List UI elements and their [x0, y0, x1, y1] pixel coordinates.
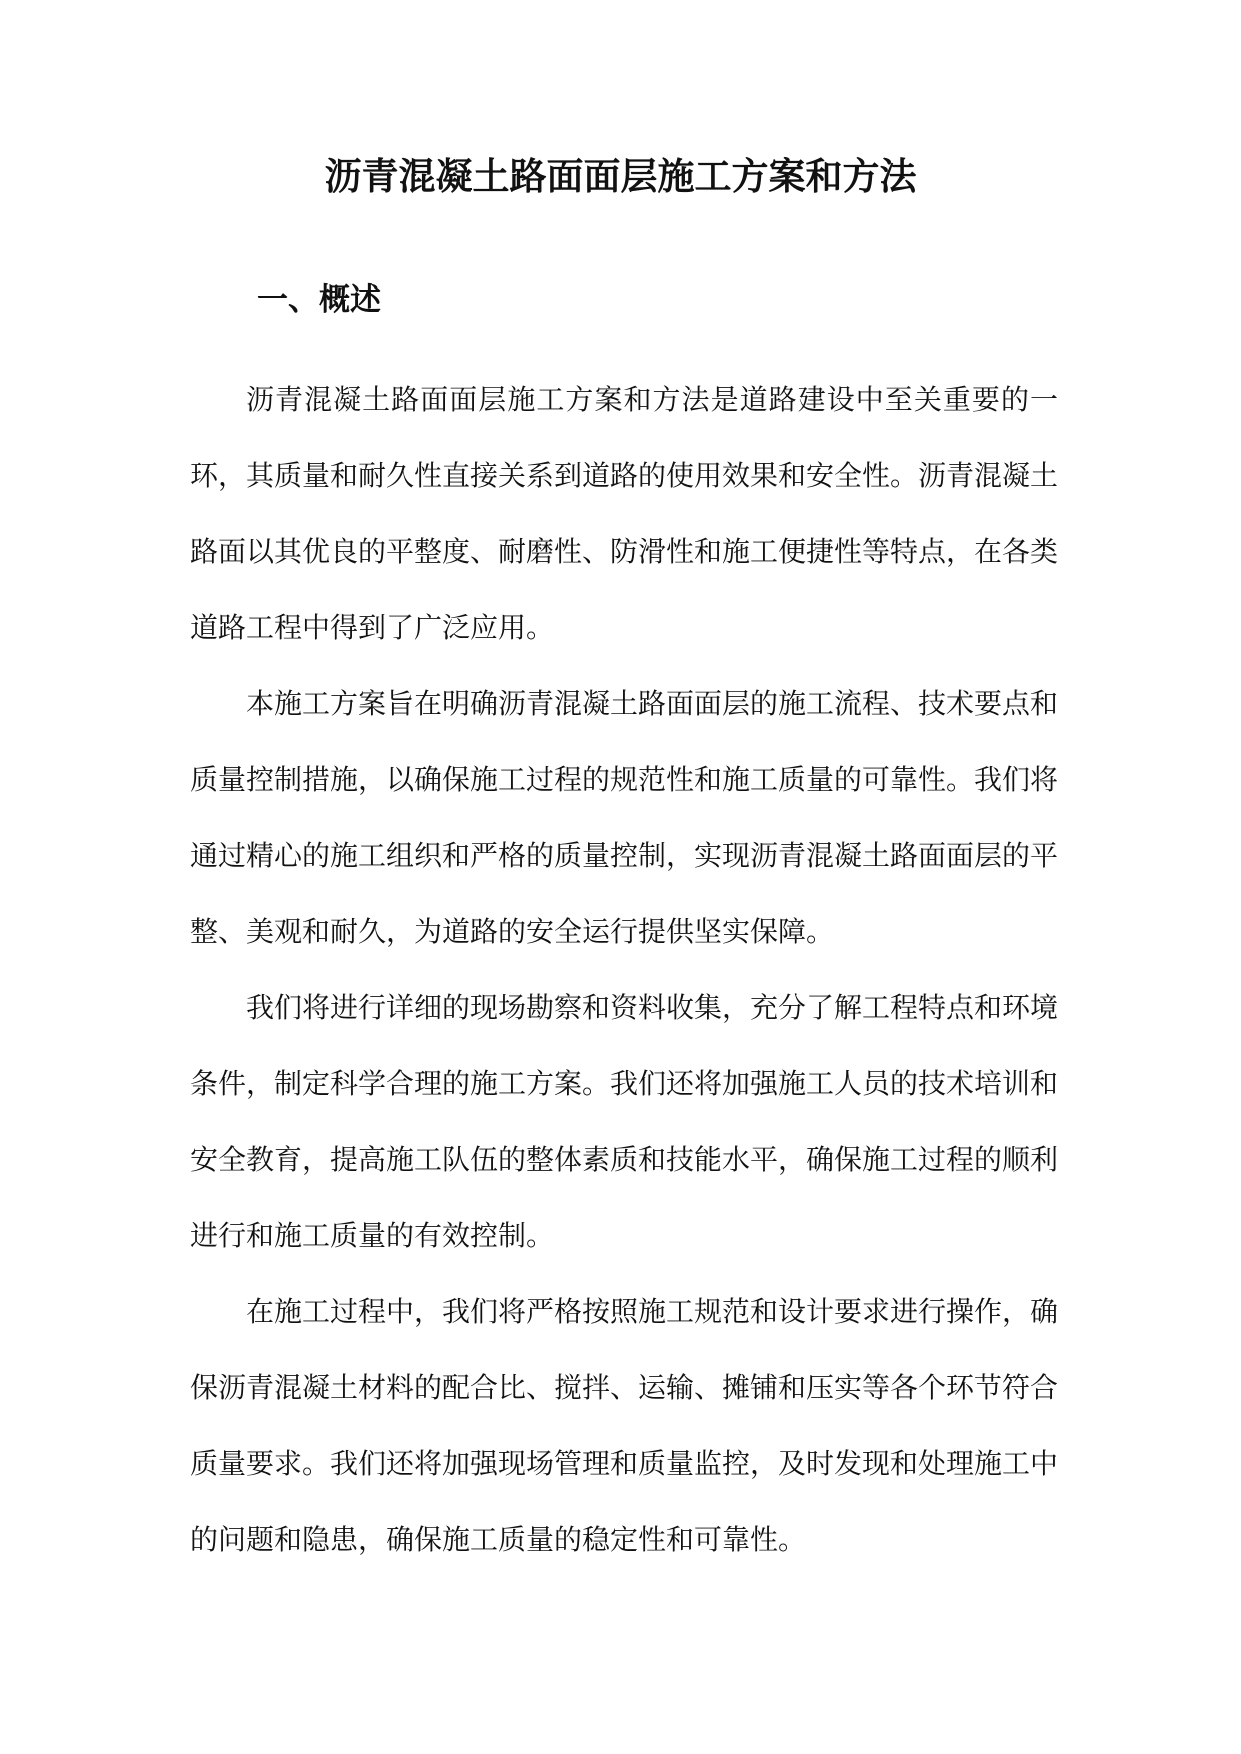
document-title: 沥青混凝土路面面层施工方案和方法 — [324, 154, 917, 198]
paragraph-1: 沥青混凝土路面面层施工方案和方法是道路建设中至关重要的一环，其质量和耐久性直接关系到道路的使用效果和安全性。沥青混凝土路面以其优良的平整度、耐磨性、防滑性和施工便捷性等特点，在各类道路工程中得到了广泛应用。 — [190, 383, 1059, 644]
document-body — [190, 362, 1058, 1578]
paragraph-3: 我们将进行详细的现场勘察和资料收集，充分了解工程特点和环境条件，制定科学合理的施工方案。我们还将加强施工人员的技术培训和安全教育，提高施工队伍的整体素质和技能水平，确保施工过程的顺利进行和施工质量的有效控制。 — [190, 991, 1059, 1252]
paragraph-4: 在施工过程中，我们将严格按照施工规范和设计要求进行操作，确保沥青混凝土材料的配合比、搅拌、运输、摊铺和压实等各个环节符合质量要求。我们还将加强现场管理和质量监控，及时发现和处理施工中的问题和隐患，确保施工质量的稳定性和可靠性。 — [190, 1295, 1059, 1556]
section-heading: 一、概述 — [257, 282, 381, 318]
paragraph-2: 本施工方案旨在明确沥青混凝土路面面层的施工流程、技术要点和质量控制措施，以确保施工过程的规范性和施工质量的可靠性。我们将通过精心的施工组织和严格的质量控制，实现沥青混凝土路面面层的平整、美观和耐久，为道路的安全运行提供坚实保障。 — [190, 687, 1059, 948]
